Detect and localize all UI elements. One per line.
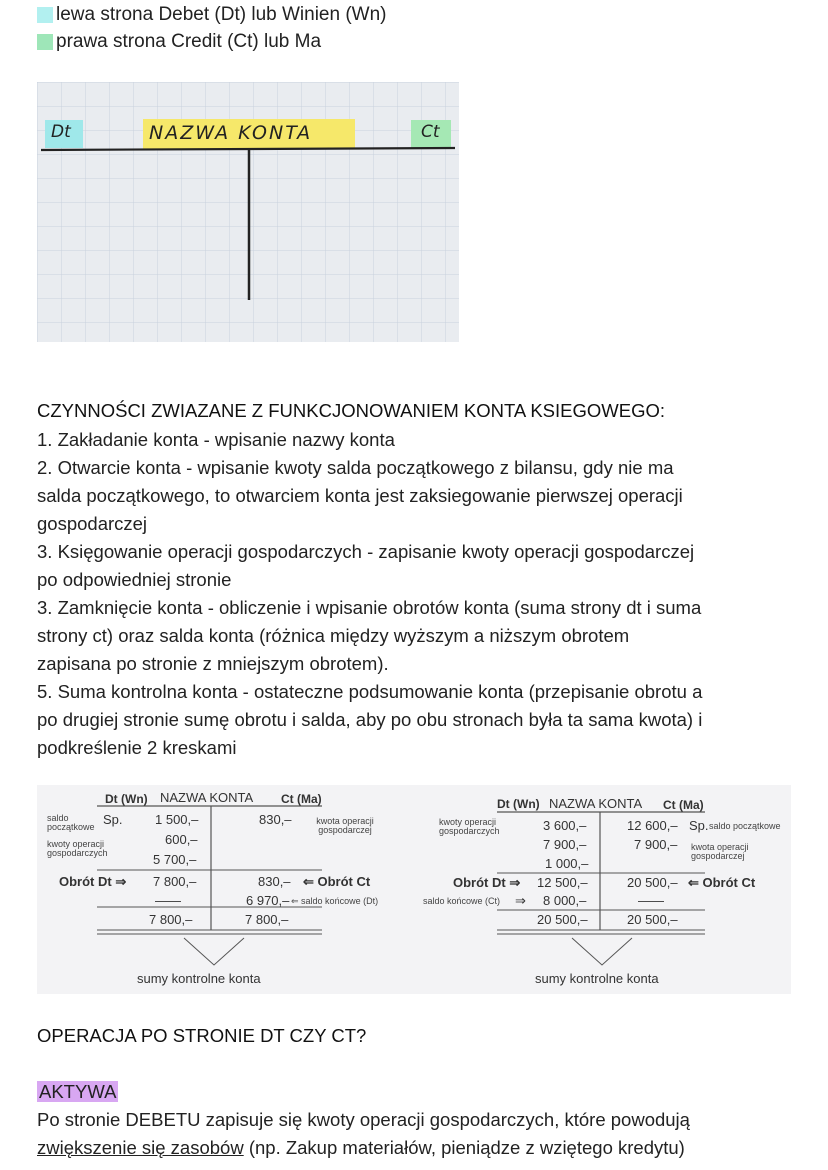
section2-line1: Po stronie DEBETU zapisuje się kwoty operacji gospodarczych, które powodują	[37, 1109, 690, 1130]
t-ct-label: Ct	[421, 122, 440, 142]
body-line: 3. Księgowanie operacji gospodarczych - zapisanie kwoty operacji gospodarczej	[37, 541, 695, 562]
right-ct-value: 7 900,–	[634, 837, 678, 852]
right-saldo-koncowe-value: 8 000,–	[543, 893, 587, 908]
right-ledger-ct-header: Ct (Ma)	[663, 798, 704, 812]
left-sum-ct: 7 800,–	[245, 912, 289, 927]
left-dt-value: 1 500,–	[155, 812, 199, 827]
body-line: gospodarczej	[37, 513, 148, 534]
section1-body	[37, 426, 807, 762]
right-dt-value: 3 600,–	[543, 818, 587, 833]
t-name-label: NAZWA KONTA	[149, 122, 313, 144]
body-line: 1. Zakładanie konta - wpisanie nazwy konta	[37, 429, 395, 450]
left-ledger-title: NAZWA KONTA	[160, 790, 254, 805]
right-obrot-ct-label: ⇐ Obrót Ct	[688, 875, 756, 890]
right-ct-value: 12 600,–	[627, 818, 678, 833]
left-dash: ——	[155, 893, 181, 908]
right-ledger-dt-header: Dt (Wn)	[497, 797, 540, 811]
body-line: 3. Zamknięcie konta - obliczenie i wpisanie obrotów konta (suma strony dt i suma	[37, 597, 702, 618]
right-sp-label: Sp.	[689, 818, 709, 833]
right-caption: sumy kontrolne konta	[535, 971, 659, 986]
right-saldo-label: saldo początkowe	[709, 821, 781, 831]
legend-debit-label: lewa strona Debet (Dt) lub Winien (Wn)	[56, 4, 387, 25]
body-line: zapisana po stronie z mniejszym obrotem).	[37, 653, 389, 674]
left-obrot-dt-value: 7 800,–	[153, 874, 197, 889]
left-saldo-koncowe-value: 6 970,–	[246, 893, 290, 908]
section2-line2	[37, 1134, 685, 1162]
right-sum-ct: 20 500,–	[627, 912, 678, 927]
left-saldo-label: saldo początkowe	[47, 813, 95, 832]
right-ledger-title: NAZWA KONTA	[549, 796, 643, 811]
left-obrot-ct-label: ⇐ Obrót Ct	[303, 874, 371, 889]
left-sum-dt: 7 800,–	[149, 912, 193, 927]
left-dt-value: 600,–	[165, 832, 198, 847]
left-ct-value: 830,–	[259, 812, 292, 827]
right-dt-value: 7 900,–	[543, 837, 587, 852]
left-ops-label: kwoty operacji gospodarczych	[47, 839, 108, 858]
left-op-label: kwota operacji gospodarczej	[316, 816, 374, 835]
legend-credit-label: prawa strona Credit (Ct) lub Ma	[56, 31, 322, 52]
left-saldo-koncowe-label: ⇐ saldo końcowe (Dt)	[291, 896, 379, 906]
body-line: po odpowiedniej stronie	[37, 569, 232, 590]
ledger-examples-photo	[37, 785, 791, 994]
right-obrot-dt-label: Obrót Dt ⇒	[453, 875, 521, 890]
right-saldo-koncowe-label: saldo końcowe (Ct)	[423, 896, 501, 906]
left-ledger-ct-header: Ct (Ma)	[281, 792, 322, 806]
body-line: 5. Suma kontrolna konta - ostateczne podsumowanie konta (przepisanie obrotu a	[37, 681, 703, 702]
graph-paper-drawing	[37, 82, 459, 342]
legend-debit	[37, 4, 387, 26]
right-dt-value: 1 000,–	[545, 856, 589, 871]
body-line: strony ct) oraz salda konta (różnica między wyższym a niższym obrotem	[37, 625, 630, 646]
section2-title: OPERACJA PO STRONIE DT CZY CT?	[37, 1025, 367, 1046]
left-ledger-dt-header: Dt (Wn)	[105, 792, 148, 806]
section2-line2-rest: (np. Zakup materiałów, pieniądze z wziętego kredytu)	[243, 1137, 685, 1158]
aktywa-tag-label: AKTYWA	[39, 1081, 117, 1102]
body-line: po drugiej stronie sumę obrotu i salda, aby po obu stronach była ta sama kwota) i	[37, 709, 703, 730]
body-line: salda początkowego, to otwarciem konta jest zaksiegowanie pierwszej operacji	[37, 485, 683, 506]
left-obrot-dt-label: Obrót Dt ⇒	[59, 874, 127, 889]
debit-color-swatch	[37, 7, 53, 23]
right-obrot-ct-value: 20 500,–	[627, 875, 678, 890]
aktywa-tag	[37, 1078, 118, 1106]
left-sp-label: Sp.	[103, 812, 123, 827]
credit-color-swatch	[37, 34, 53, 50]
right-sum-dt: 20 500,–	[537, 912, 588, 927]
body-line: podkreślenie 2 kreskami	[37, 737, 237, 758]
left-dt-value: 5 700,–	[153, 852, 197, 867]
right-obrot-dt-value: 12 500,–	[537, 875, 588, 890]
t-dt-label: Dt	[51, 122, 71, 142]
underlined-phrase: zwiększenie się zasobów	[37, 1137, 244, 1158]
legend-credit	[37, 31, 321, 53]
section1-title: CZYNNOŚCI ZWIAZANE Z FUNKCJONOWANIEM KONTA KSIEGOWEGO:	[37, 400, 665, 421]
t-account-photo	[37, 82, 459, 342]
right-op-label: kwota operacji gospodarczej	[691, 842, 749, 861]
right-ops-label: kwoty operacji gospodarczych	[439, 817, 500, 836]
right-saldo-koncowe-arrow: ⇒	[515, 893, 526, 908]
right-dash: ——	[638, 893, 664, 908]
left-caption: sumy kontrolne konta	[137, 971, 261, 986]
body-line: 2. Otwarcie konta - wpisanie kwoty salda początkowego z bilansu, gdy nie ma	[37, 457, 674, 478]
left-obrot-ct-value: 830,–	[258, 874, 291, 889]
